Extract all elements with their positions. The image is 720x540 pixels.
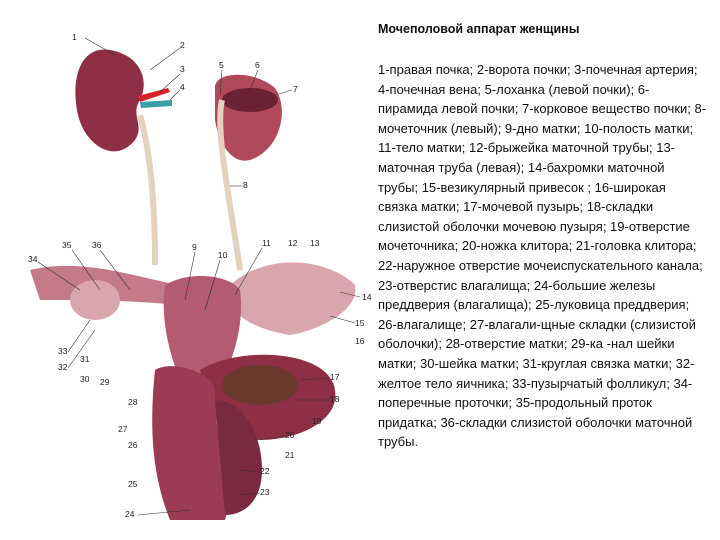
label-23: 23 [260,487,270,497]
label-17: 17 [330,372,340,382]
label-28: 28 [128,397,138,407]
renal-vein [140,100,172,108]
label-27: 27 [118,424,128,434]
label-6: 6 [255,60,260,70]
label-34: 34 [28,254,38,264]
label-13: 13 [310,238,320,248]
bladder-interior [222,365,298,405]
label-21: 21 [285,450,295,460]
right-kidney [75,50,143,152]
kidney-pyramids [222,88,278,112]
label-29: 29 [100,377,110,387]
label-19: 19 [312,416,322,426]
ovary [70,280,120,320]
label-10: 10 [218,250,228,260]
label-33: 33 [58,346,68,356]
label-24: 24 [125,509,135,519]
label-35: 35 [62,240,72,250]
left-tube-ligament [230,262,355,335]
label-5: 5 [219,60,224,70]
label-16: 16 [355,336,365,346]
label-12: 12 [288,238,298,248]
label-14: 14 [362,292,372,302]
page-title: Мочеполовой аппарат женщины [378,22,580,36]
label-2: 2 [180,40,185,50]
label-7: 7 [293,84,298,94]
right-ureter [140,115,155,265]
label-15: 15 [355,318,365,328]
label-11: 11 [262,238,271,248]
label-3: 3 [180,64,185,74]
label-32: 32 [58,362,68,372]
label-26: 26 [128,440,138,450]
label-18: 18 [330,394,340,404]
label-36: 36 [92,240,102,250]
label-22: 22 [260,466,270,476]
label-8: 8 [243,180,248,190]
label-1: 1 [72,32,77,42]
label-9: 9 [192,242,197,252]
label-25: 25 [128,479,138,489]
legend-text: 1-правая почка; 2-ворота почки; 3-почечная артерия; 4-почечная вена; 5-лоханка (левой почки); 6-пирамида левой почки; 7-корковое вещество почки; 8-мочеточник (левый); 9-дно матки; 10-полость матки; 11-тело матки; 12-брыжейка маточной трубы; 13-маточная труба (левая); 14-бахромки маточной трубы; 15-везикулярный привесок ; 16-широкая связка матки; 17-мочевой пузырь; 18-складки слизистой оболочки мочевою пузыря; 19-отверстие мочеточника; 20-ножка клитора; 21-головка клитора; 22-наружное отверстие мочеиспускательного канала; 23-отверстис влагалища; 24-большие железы преддверия (влагалища); 25-луковица преддверия; 26-влагалище; 27-влагали-щные складки (слизистой оболочки); 28-отверстие матки; 29-ка -нал шейки матки; 30-шейка матки; 31-круглая связка матки; 32-желтое тело яичника; 33-пузырчатый фолликул; 34-поперечные проточки; 35-продольный проток придатка; 36-складки слизистой оболочки маточной трубы. [378,62,707,450]
label-31: 31 [80,354,90,364]
label-4: 4 [180,82,185,92]
label-20: 20 [285,430,295,440]
label-30: 30 [80,374,90,384]
